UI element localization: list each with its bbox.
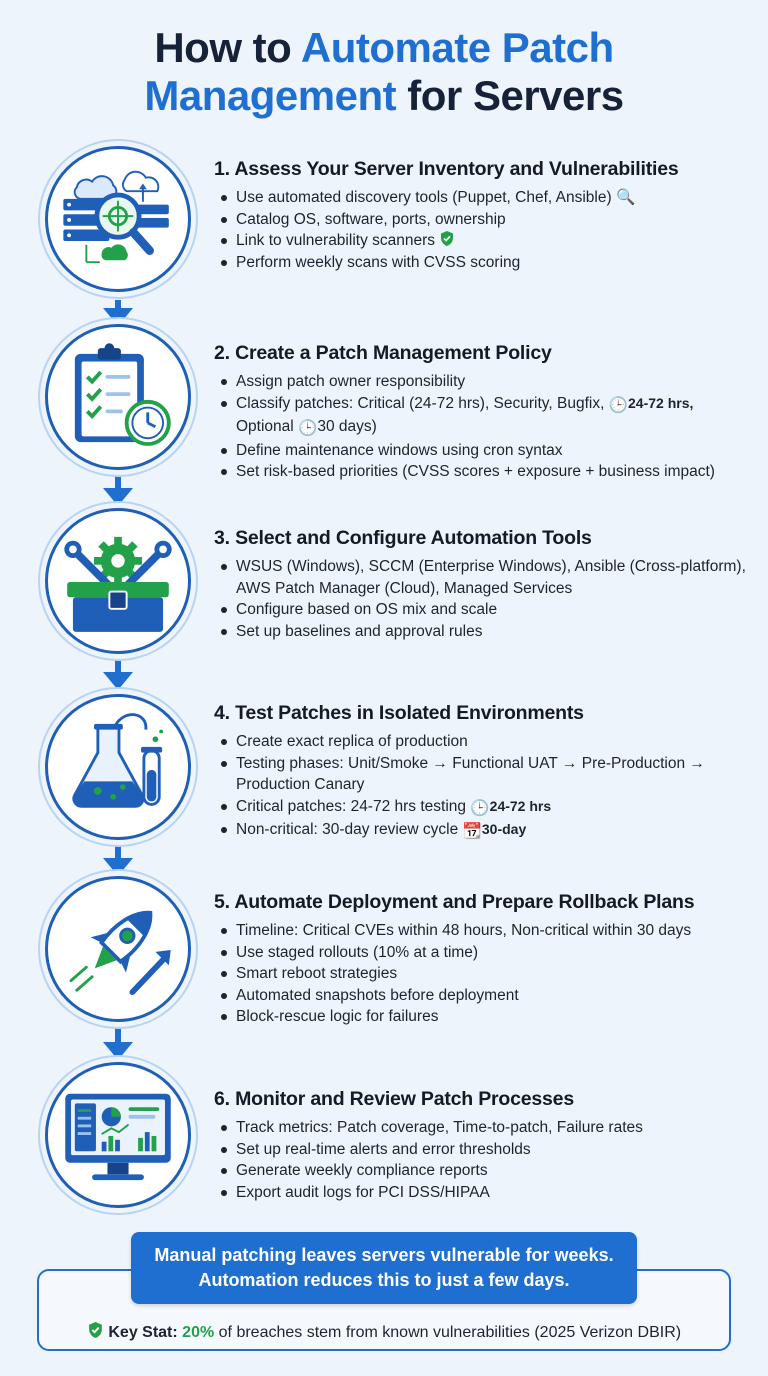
title-accent2: Management	[144, 72, 397, 119]
step-4-bullets	[214, 731, 754, 843]
title-part1: How to	[154, 24, 301, 71]
summary-line-2: Automation reduces this to just a few days.	[198, 1270, 570, 1290]
list-item: Configure based on OS mix and scale	[214, 599, 754, 621]
bullet-text: Non-critical: 30-day review cycle	[236, 821, 459, 838]
lab-flask-icon	[48, 697, 188, 837]
timeline-arrow	[103, 1042, 133, 1060]
step-4-title: 4. Test Patches in Isolated Environments	[214, 702, 584, 724]
list-item: Set risk-based priorities (CVSS scores + exposure + business impact)	[214, 461, 754, 483]
summary-banner	[131, 1232, 637, 1304]
list-item: Block-rescue logic for failures	[214, 1006, 754, 1028]
list-item: Catalog OS, software, ports, ownership	[214, 209, 754, 231]
list-item: WSUS (Windows), SCCM (Enterprise Windows), Ansible (Cross-platform), AWS Patch Manager (Cloud), Managed Services	[214, 556, 754, 599]
step-1-title: 1. Assess Your Server Inventory and Vulnerabilities	[214, 158, 679, 180]
list-item	[214, 393, 754, 440]
monitor-dashboard-icon	[48, 1065, 188, 1205]
list-item: Set up baselines and approval rules	[214, 621, 754, 643]
list-item: Testing phases: Unit/Smoke → Functional UAT → Pre-Production → Production Canary	[214, 753, 754, 796]
step-5	[214, 890, 754, 1028]
rocket-arrow-icon	[48, 879, 188, 1019]
list-item: Generate weekly compliance reports	[214, 1160, 754, 1182]
server-magnifier-icon	[48, 149, 188, 289]
step-3	[214, 526, 754, 642]
step-2	[214, 341, 754, 483]
list-item: Perform weekly scans with CVSS scoring	[214, 252, 754, 274]
step-1	[214, 157, 754, 273]
step-2-icon-circle	[45, 324, 191, 470]
shield-check-icon	[87, 1321, 104, 1339]
time-chip: 24-72 hrs	[489, 797, 552, 814]
timeline-connector	[115, 654, 121, 674]
list-item: Track metrics: Patch coverage, Time-to-patch, Failure rates	[214, 1117, 754, 1139]
list-item: Use staged rollouts (10% at a time)	[214, 942, 754, 964]
list-item	[214, 230, 754, 252]
list-item: Smart reboot strategies	[214, 963, 754, 985]
step-6	[214, 1087, 754, 1203]
time-chip: 30-day	[481, 821, 527, 837]
calendar-icon: 📆	[462, 823, 482, 840]
list-item	[214, 819, 754, 843]
toolbox-wrench-gear-icon	[48, 511, 188, 651]
step-6-icon-circle	[45, 1062, 191, 1208]
bullet-text: Optional	[236, 418, 294, 435]
clock-icon: 🕒	[298, 420, 318, 437]
timeline-arrow	[103, 488, 133, 506]
list-item: Use automated discovery tools (Puppet, Chef, Ansible) 🔍	[214, 187, 754, 209]
step-6-title: 6. Monitor and Review Patch Processes	[214, 1088, 574, 1110]
key-stat	[37, 1321, 731, 1343]
clipboard-checklist-icon	[48, 327, 188, 467]
bullet-text: Link to vulnerability scanners	[236, 232, 436, 249]
step-4-icon-circle	[45, 694, 191, 840]
step-3-bullets	[214, 556, 754, 642]
summary-line-1: Manual patching leaves servers vulnerable for weeks.	[154, 1245, 614, 1265]
timeline-connector	[115, 1024, 121, 1044]
step-3-title: 3. Select and Configure Automation Tools	[214, 527, 592, 549]
list-item: Automated snapshots before deployment	[214, 985, 754, 1007]
list-item: Assign patch owner responsibility	[214, 371, 754, 393]
shield-check-icon	[439, 230, 455, 247]
list-item	[214, 796, 754, 820]
step-3-icon-circle	[45, 508, 191, 654]
key-stat-text: of breaches stem from known vulnerabilities (2025 Verizon DBIR)	[214, 1324, 682, 1341]
step-2-bullets	[214, 371, 754, 483]
list-item: Timeline: Critical CVEs within 48 hours, Non-critical within 30 days	[214, 920, 754, 942]
timeline-connector	[115, 470, 121, 490]
step-1-bullets	[214, 187, 754, 273]
time-chip: 24-72 hrs,	[628, 394, 694, 411]
timeline-arrow	[103, 672, 133, 690]
timeline-connector	[115, 840, 121, 860]
list-item: Create exact replica of production	[214, 731, 754, 753]
step-6-bullets	[214, 1117, 754, 1203]
step-2-title: 2. Create a Patch Management Policy	[214, 342, 552, 364]
list-item: Define maintenance windows using cron syntax	[214, 440, 754, 462]
clock-icon: 🕒	[470, 799, 490, 817]
bullet-text: Critical patches: 24-72 hrs testing	[236, 797, 467, 815]
clock-icon: 🕒	[608, 396, 629, 414]
key-stat-percent: 20%	[182, 1324, 215, 1341]
page-title	[0, 24, 768, 120]
step-5-title: 5. Automate Deployment and Prepare Rollback Plans	[214, 891, 695, 913]
key-stat-label: Key Stat:	[108, 1324, 178, 1341]
timeline-arrow	[103, 858, 133, 876]
list-item: Set up real-time alerts and error thresholds	[214, 1139, 754, 1161]
title-accent1: Automate Patch	[300, 24, 614, 71]
bullet-text: Classify patches: Critical (24-72 hrs), Security, Bugfix,	[236, 394, 605, 412]
bullet-text: 30 days)	[317, 418, 377, 435]
step-5-bullets	[214, 920, 754, 1028]
step-1-icon-circle	[45, 146, 191, 292]
title-part2: for Servers	[396, 72, 624, 119]
list-item: Export audit logs for PCI DSS/HIPAA	[214, 1182, 754, 1204]
step-4	[214, 701, 754, 843]
step-5-icon-circle	[45, 876, 191, 1022]
